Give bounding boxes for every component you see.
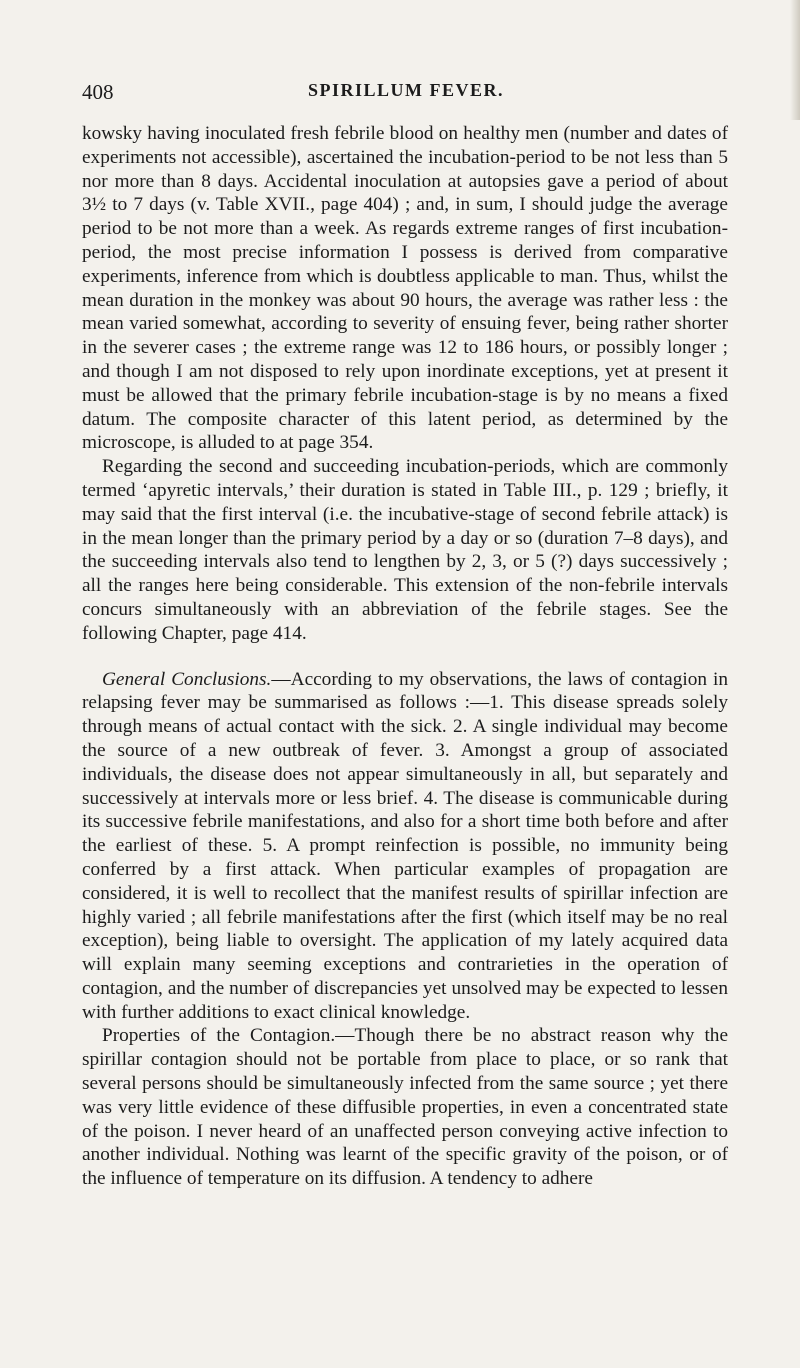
page-header: [82, 80, 730, 110]
paragraph-general-conclusions: [82, 668, 728, 1025]
body-text: [82, 122, 728, 1191]
general-conclusions-text: —According to my observations, the laws of contagion in relapsing fever may be summarised as follows :—1. This disease spreads solely through means of actual contact with the sick. 2. A single individual may become the source of a new outbreak of fever. 3. Amongst a group of associated individuals, the disease does not appear simultaneously in all, but separately and successively at intervals more or less brief. 4. The disease is communicable during its successive febrile manifestations, and also for a short time both before and after the earliest of these. 5. A prompt reinfection is possible, no immunity being conferred by a first attack. When particular examples of propagation are considered, it is well to recollect that the manifest results of spirillar infection are highly varied ; all febrile manifestations after the first (which itself may be no real exception), being liable to oversight. The application of my lately acquired data will explain many seeming exceptions and contrarieties in the operation of contagion, and the number of discrepancies yet unsolved may be expected to lessen with further additions to exact clinical knowledge.: [82, 668, 728, 1023]
page-edge-shadow: [790, 0, 800, 120]
paragraph-properties-of-contagion: Properties of the Contagion.—Though there be no abstract reason why the spirillar contagion should not be portable from place to place, or so rank that several persons should be simultaneously infected from the same source ; yet there was very little evidence of these diffusible properties, in even a concentrated state of the poison. I never heard of an unaffected person conveying active infection to another individual. Nothing was learnt of the specific gravity of the poison, or of the influence of temperature on its diffusion. A tendency to adhere: [82, 1025, 728, 1190]
running-title: SPIRILLUM FEVER.: [307, 80, 505, 100]
paragraph-incubation-period: kowsky having inoculated fresh febrile blood on healthy men (number and dates of experiments not accessible), ascertained the incubation-period to be not less than 5 nor more than 8 days. Accidental inoculation at autopsies gave a period of about 3½ to 7 days (v. Table XVII., page 404) ; and, in sum, I should judge the average period to be not more than a week. As regards extreme ranges of first incubation-period, the most precise information I possess is derived from comparative experiments, inference from which is doubtless applicable to man. Thus, whilst the mean duration in the monkey was about 90 hours, the average was rather less : the mean varied somewhat, according to severity of ensuing fever, being rather shorter in the severer cases ; the extreme range was 12 to 186 hours, or possibly longer ; and though I am not disposed to rely upon inordinate exceptions, yet at present it must be allowed that the primary febrile incubation-stage is by no means a fixed datum. The composite character of this latent period, as determined by the microscope, is alluded to at page 354.: [82, 123, 728, 454]
general-conclusions-heading: General Conclusions.: [102, 668, 272, 690]
page-number: 408: [82, 80, 114, 104]
paragraph-apyretic-intervals: Regarding the second and succeeding incubation-periods, which are commonly termed ‘apyretic intervals,’ their duration is stated in Table III., p. 129 ; briefly, it may said that the first interval (i.e. the incubative-stage of second febrile attack) is in the mean longer than the primary period by a day or so (duration 7–8 days), and the succeeding intervals also tend to lengthen by 2, 3, or 5 (?) days successively ; all the ranges here being considerable. This extension of the non-febrile intervals concurs simultaneously with an abbreviation of the febrile stages. See the following Chapter, page 414.: [82, 456, 728, 644]
